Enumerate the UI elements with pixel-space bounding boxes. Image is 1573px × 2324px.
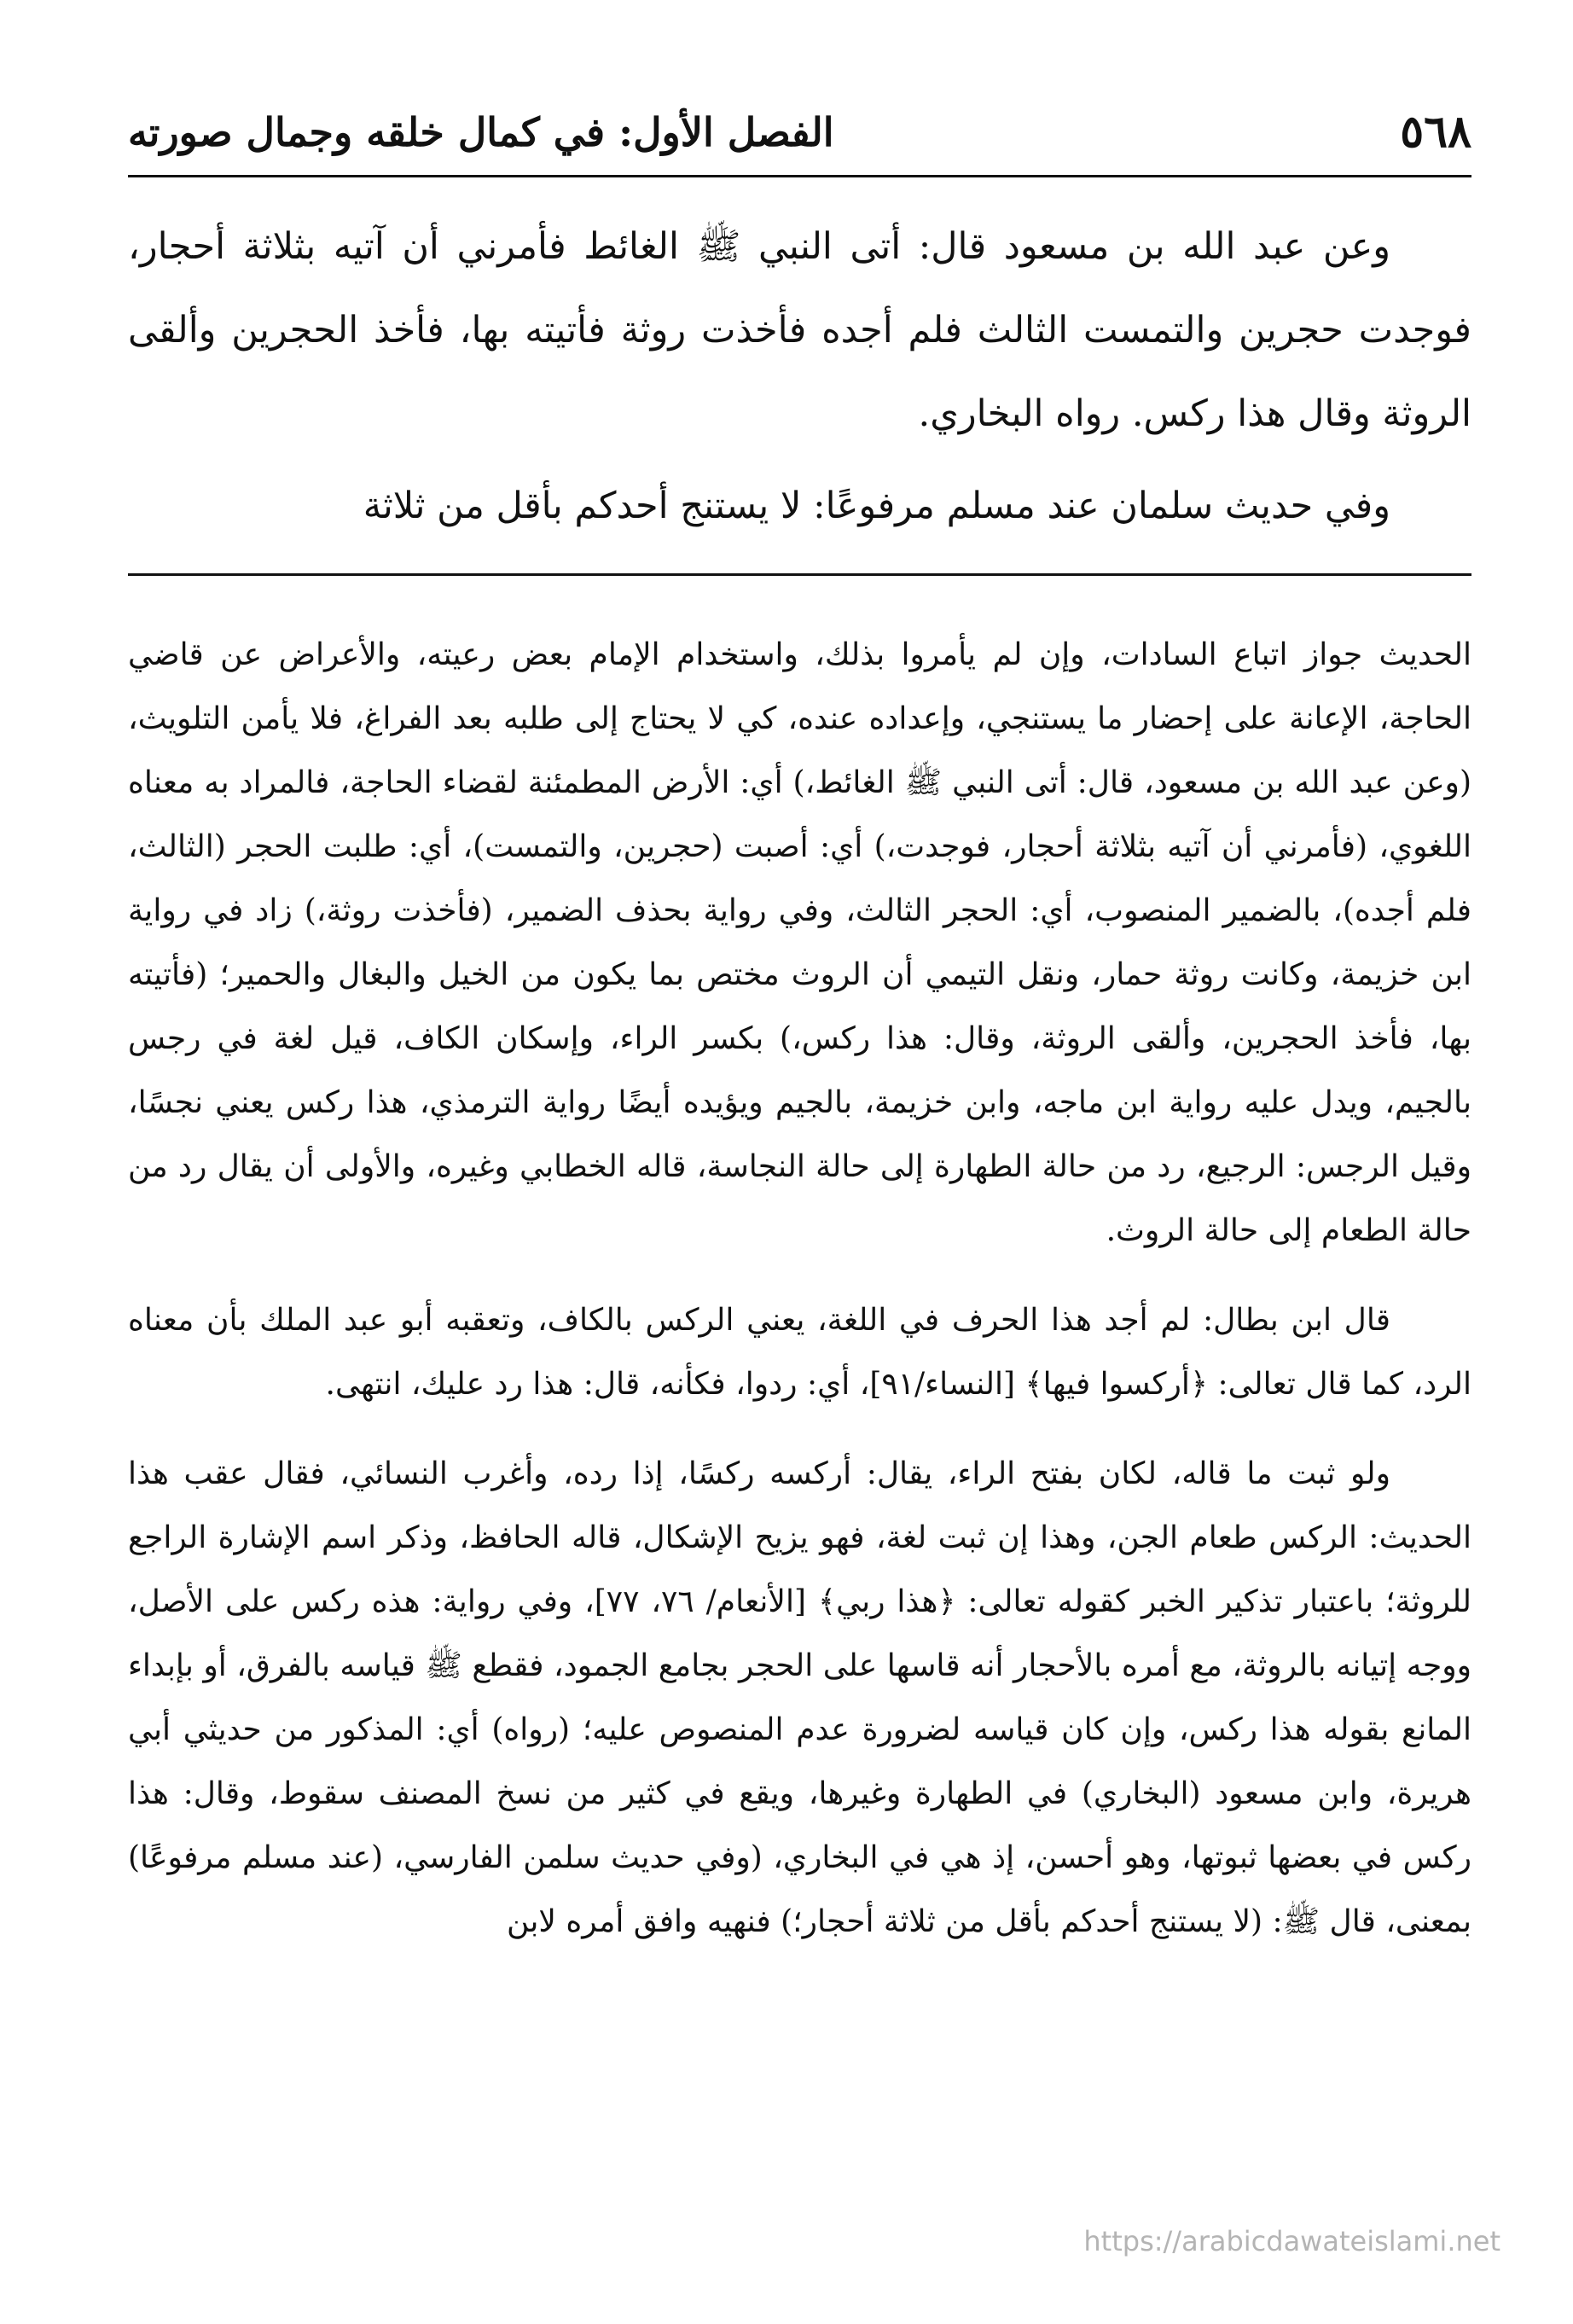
commentary-text	[128, 623, 1471, 1954]
commentary-paragraph-1: الحديث جواز اتباع السادات، وإن لم يأمروا بذلك، واستخدام الإمام بعض رعيته، والأعراض عن قاضي الحاجة، الإعانة على إحضار ما يستنجي، وإعداده عنده، كي لا يحتاج إلى طلبه بعد الفراغ، فلا يأمن التلويث، (وعن عبد الله بن مسعود، قال: أتى النبي ﷺ الغائط،) أي: الأرض المطمئنة لقضاء الحاجة، فالمراد به معناه اللغوي، (فأمرني أن آتيه بثلاثة أحجار، فوجدت،) أي: أصبت (حجرين، والتمست)، أي: طلبت الحجر (الثالث، فلم أجده)، بالضمير المنصوب، أي: الحجر الثالث، وفي رواية بحذف الضمير، (فأخذت روثة،) زاد في رواية ابن خزيمة، وكانت روثة حمار، ونقل التيمي أن الروث مختص بما يكون من الخيل والبغال والحمير؛ (فأتيته بها، فأخذ الحجرين، وألقى الروثة، وقال: هذا ركس،) بكسر الراء، وإسكان الكاف، قيل لغة في رجس بالجيم، ويدل عليه رواية ابن ماجه، وابن خزيمة، بالجيم ويؤيده أيضًا رواية الترمذي، هذا ركس يعني نجسًا، وقيل الرجس: الرجيع، رد من حالة الطهارة إلى حالة النجاسة، قاله الخطابي وغيره، والأولى أن يقال رد من حالة الطعام إلى حالة الروث.	[128, 637, 1471, 1248]
commentary-paragraph-2: قال ابن بطال: لم أجد هذا الحرف في اللغة، يعني الركس بالكاف، وتعقبه أبو عبد الملك بأن معناه الرد، كما قال تعالى: ﴿أركسوا فيها﴾ [النساء/٩١]، أي: ردوا، فكأنه، قال: هذا رد عليك، انتهى.	[128, 1303, 1471, 1402]
header-rule	[128, 175, 1471, 177]
section-divider-rule	[128, 573, 1471, 576]
watermark-url: https://arabicdawateislami.net	[1083, 2225, 1500, 2257]
commentary-paragraph-3: ولو ثبت ما قاله، لكان بفتح الراء، يقال: أركسه ركسًا، إذا رده، وأغرب النسائي، فقال عقب هذا الحديث: الركس طعام الجن، وهذا إن ثبت لغة، فهو يزيح الإشكال، قاله الحافظ، وذكر اسم الإشارة الراجع للروثة؛ باعتبار تذكير الخبر كقوله تعالى: ﴿هذا ربي﴾ [الأنعام/ ٧٦، ٧٧]، وفي رواية: هذه ركس على الأصل، ووجه إتيانه بالروثة، مع أمره بالأحجار أنه قاسها على الحجر بجامع الجمود، فقطع ﷺ قياسه بالفرق، أو بإبداء المانع بقوله هذا ركس، وإن كان قياسه لضرورة عدم المنصوص عليه؛ (رواه) أي: المذكور من حديثي أبي هريرة، وابن مسعود (البخاري) في الطهارة وغيرها، ويقع في كثير من نسخ المصنف سقوط، وقال: هذا ركس في بعضها ثبوتها، وهو أحسن، إذ هي في البخاري، (وفي حديث سلمن الفارسي، (عند مسلم مرفوعًا) بمعنى، قال ﷺ: (لا يستنج أحدكم بأقل من ثلاثة أحجار؛) فنهيه وافق أمره لابن	[128, 1456, 1471, 1939]
page-header	[128, 102, 1471, 162]
main-text-paragraph-1: وعن عبد الله بن مسعود قال: أتى النبي ﷺ الغائط فأمرني أن آتيه بثلاثة أحجار، فوجدت حجرين والتمست الثالث فلم أجده فأخذت روثة فأتيته بها، فأخذ الحجرين وألقى الروثة وقال هذا ركس. رواه البخاري.	[128, 225, 1471, 435]
running-title: الفصل الأول: في كمال خلقه وجمال صورته	[128, 109, 834, 155]
page-number: ٥٦٨	[1400, 106, 1471, 158]
main-text	[128, 205, 1471, 548]
main-text-paragraph-2: وفي حديث سلمان عند مسلم مرفوعًا: لا يستنج أحدكم بأقل من ثلاثة	[363, 485, 1390, 527]
